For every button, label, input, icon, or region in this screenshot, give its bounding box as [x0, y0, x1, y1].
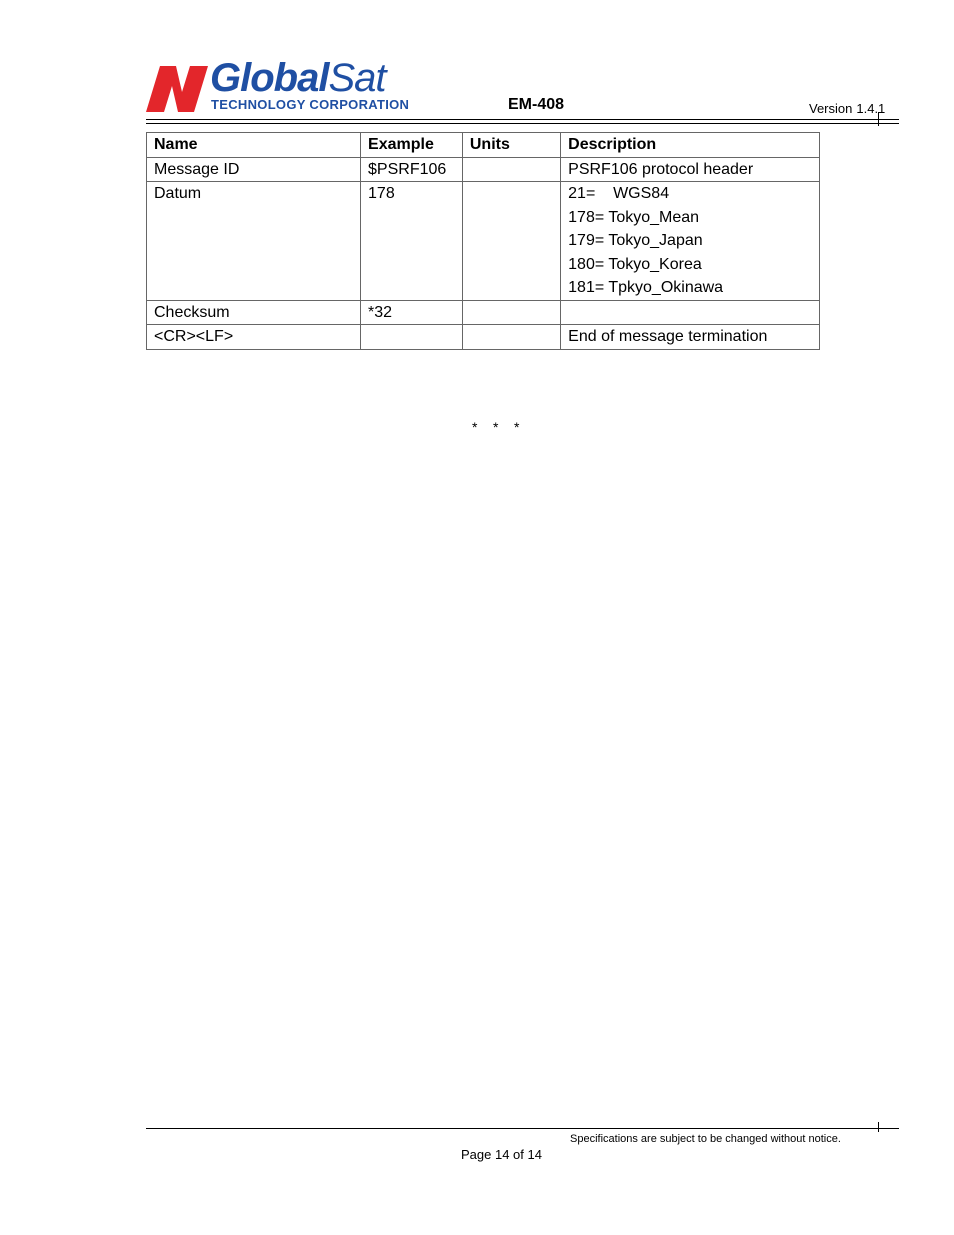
description-line: PSRF106 protocol header: [568, 160, 754, 178]
cell-name: <CR><LF>: [147, 325, 361, 350]
description-line: End of message termination: [568, 328, 768, 345]
cell-example: *32: [361, 300, 463, 325]
table-row: [147, 182, 820, 301]
cell-units: [462, 300, 560, 325]
cell-example: 178: [361, 182, 463, 301]
psrf106-field-table: [146, 132, 820, 350]
header-rule-upper: [146, 119, 899, 120]
footer-rule-tick: [878, 1122, 879, 1132]
page-number: Page 14 of 14: [461, 1147, 542, 1162]
table-row: [147, 157, 820, 182]
cell-example: [361, 325, 463, 350]
description-line: 178= Tokyo_Mean: [568, 208, 700, 226]
cell-example: $PSRF106: [361, 157, 463, 182]
version-number: 1.4.1: [856, 101, 886, 116]
cell-name: Message ID: [147, 157, 361, 182]
cell-units: [462, 325, 560, 350]
description-line: [568, 301, 812, 325]
globalsat-n-logo-icon: [146, 62, 208, 112]
header-rule-tick: [878, 112, 879, 126]
logo-tagline: TECHNOLOGY CORPORATION: [211, 97, 410, 112]
cell-description: [561, 325, 820, 350]
description-line: 179= Tokyo_Japan: [568, 232, 703, 249]
cell-units: [462, 157, 560, 182]
cell-name: Datum: [147, 182, 361, 301]
header-name: Name: [147, 133, 361, 158]
section-separator: * * *: [472, 419, 520, 435]
cell-description: [561, 182, 820, 301]
description-line: 21= WGS84: [568, 185, 670, 202]
header-rule-lower: [146, 123, 899, 124]
company-logo: [146, 56, 410, 116]
description-line: 181= Tpkyo_Okinawa: [568, 279, 724, 296]
table-row: [147, 325, 820, 350]
header-units: Units: [462, 133, 560, 158]
cell-units: [462, 182, 560, 301]
cell-description: [561, 300, 820, 325]
table-row: [147, 300, 820, 325]
cell-description: [561, 157, 820, 182]
version-label: [809, 101, 885, 116]
cell-name: Checksum: [147, 300, 361, 325]
header-example: Example: [361, 133, 463, 158]
table-header-row: [147, 133, 820, 158]
logo-wordmark: GlobalSat: [210, 56, 386, 100]
document-title: EM-408: [508, 96, 565, 113]
footer-notice: Specifications are subject to be changed without notice.: [570, 1133, 841, 1145]
version-text: Version: [809, 101, 853, 116]
description-line: 180= Tokyo_Korea: [568, 255, 702, 273]
header-description: Description: [561, 133, 820, 158]
footer-rule: [146, 1128, 899, 1129]
